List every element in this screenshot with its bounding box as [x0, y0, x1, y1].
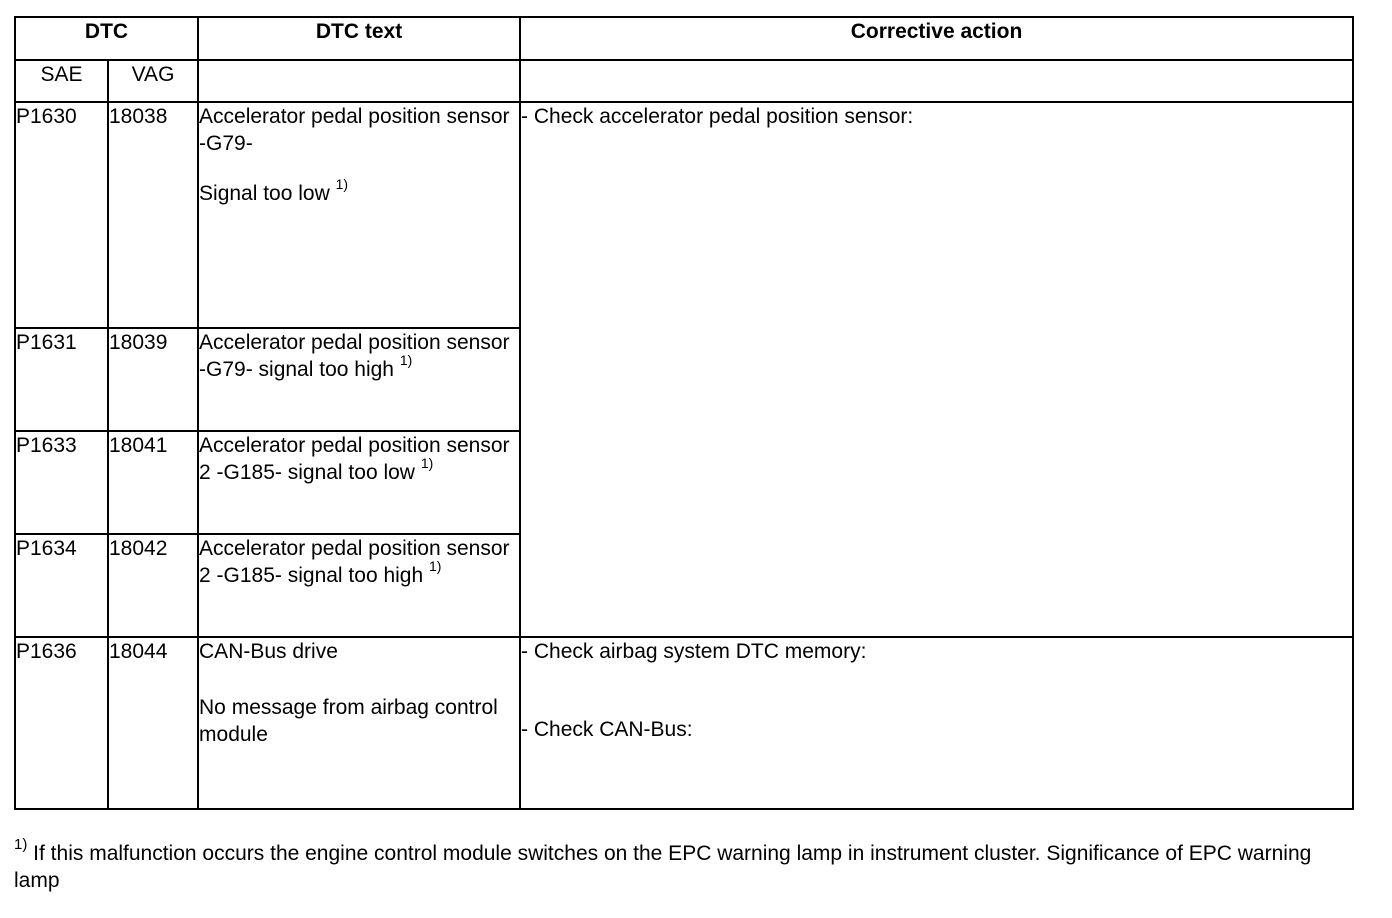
- dtc-description: [198, 431, 520, 534]
- vag-code: 18041: [108, 431, 198, 534]
- dtc-description-line: [199, 176, 519, 207]
- dtc-description-line: CAN-Bus drive: [199, 640, 338, 663]
- header-dtc-text: DTC text: [198, 17, 520, 60]
- corrective-action-text: - Check CAN-Bus:: [521, 718, 693, 741]
- sae-code: P1631: [15, 328, 108, 431]
- vag-code: 18038: [108, 102, 198, 328]
- sae-code: P1636: [15, 637, 108, 809]
- sae-code: P1634: [15, 534, 108, 637]
- sae-code: P1630: [15, 102, 108, 328]
- dtc-description-text: Accelerator pedal position sensor 2 -G185- signal too low: [199, 434, 510, 484]
- footnote-marker: 1): [14, 836, 28, 853]
- dtc-description: [198, 637, 520, 809]
- corrective-action-text: - Check airbag system DTC memory:: [521, 640, 867, 663]
- dtc-description: [198, 328, 520, 431]
- vag-code: 18039: [108, 328, 198, 431]
- footnote-ref: 1): [429, 558, 442, 574]
- subheader-sae: SAE: [15, 60, 108, 102]
- dtc-description-line: Accelerator pedal position sensor -G79-: [199, 105, 510, 155]
- subheader-empty: [198, 60, 520, 102]
- sae-code: P1633: [15, 431, 108, 534]
- table-row: [15, 637, 1353, 809]
- footnote-ref: 1): [420, 455, 434, 471]
- footnote-ref: 1): [399, 352, 413, 368]
- subheader-empty-action: [520, 60, 1353, 102]
- vag-code: 18044: [108, 637, 198, 809]
- dtc-description-text: Accelerator pedal position sensor 2 -G185- signal too high: [199, 537, 510, 587]
- header-row: [15, 17, 1353, 60]
- dtc-description-line: No message from airbag control module: [199, 696, 498, 746]
- header-dtc: DTC: [15, 17, 198, 60]
- footnote: [14, 836, 1354, 894]
- footnote-ref: 1): [335, 176, 349, 192]
- dtc-description: [198, 534, 520, 637]
- corrective-action-cell: [520, 102, 1353, 637]
- footnote-text: If this malfunction occurs the engine control module switches on the EPC warning lamp in instrument cluster. Significance of EPC warning lamp: [14, 842, 1312, 892]
- dtc-description-text: Accelerator pedal position sensor -G79- signal too high: [199, 331, 510, 381]
- vag-code: 18042: [108, 534, 198, 637]
- table-row: [15, 102, 1353, 328]
- dtc-table: [14, 16, 1354, 810]
- dtc-description: [198, 102, 520, 328]
- subheader-vag: VAG: [108, 60, 198, 102]
- corrective-action-cell: [520, 637, 1353, 809]
- header-corrective-action: Corrective action: [520, 17, 1353, 60]
- subheader-row: [15, 60, 1353, 102]
- dtc-description-text: Signal too low: [199, 182, 330, 205]
- corrective-action-text: - Check accelerator pedal position sensor:: [521, 105, 914, 128]
